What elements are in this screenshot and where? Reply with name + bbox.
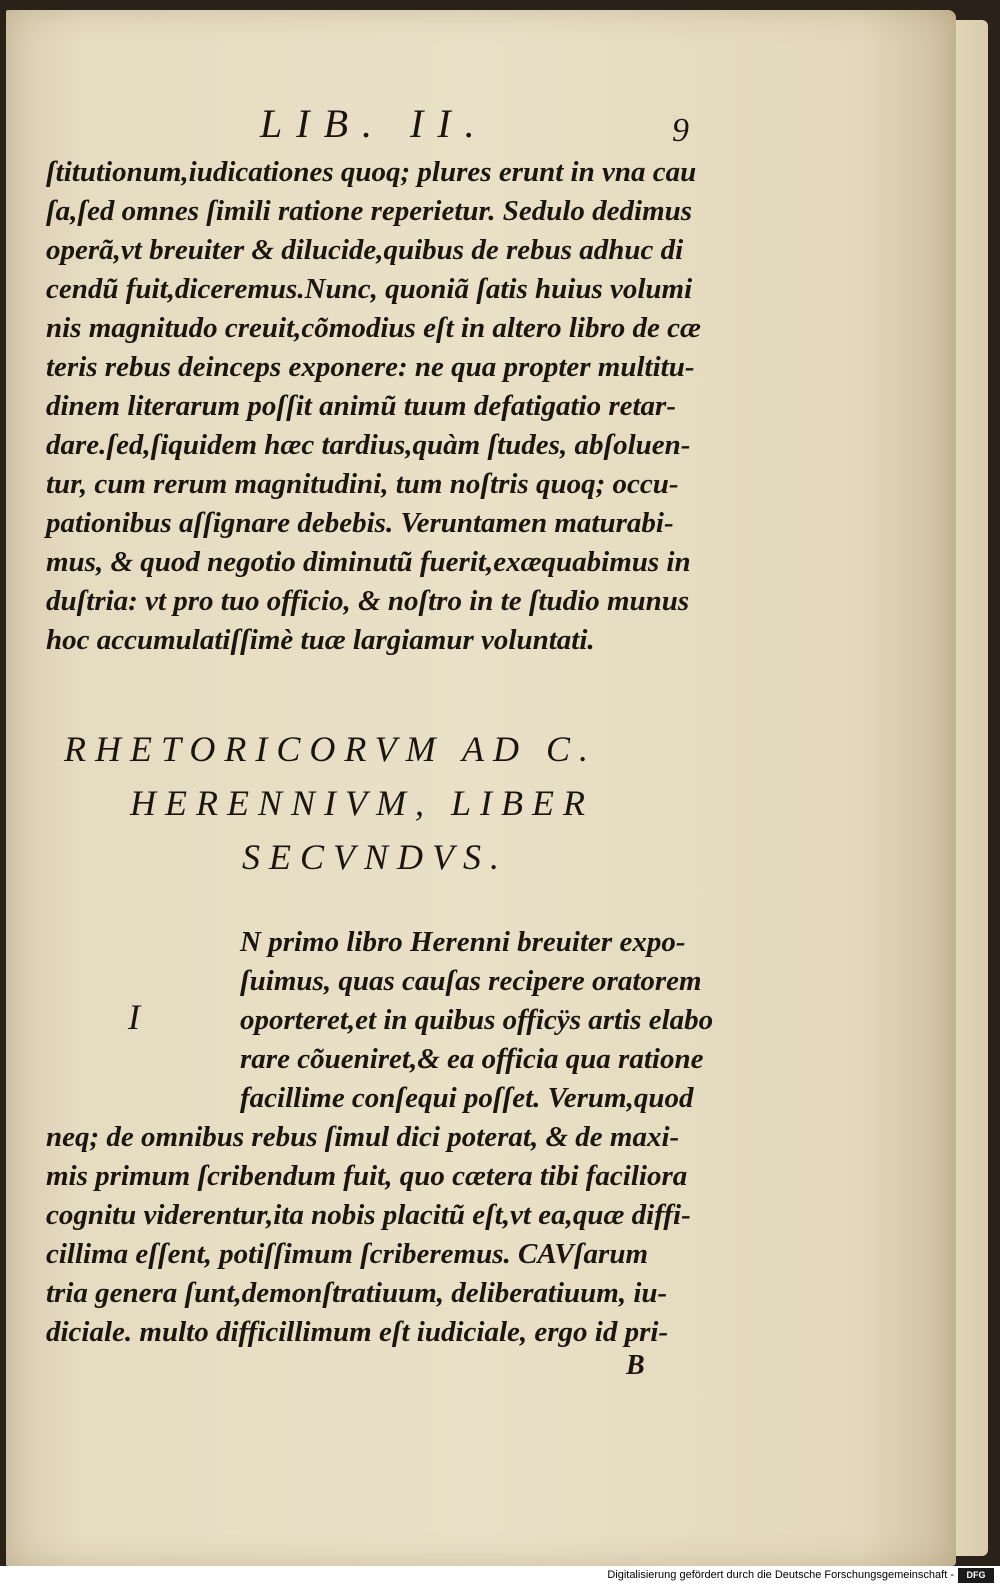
- text-line: ſtitutionum,iudicationes quoq; plures erunt in vna cau: [46, 156, 697, 188]
- title-line: RHETORICORVM AD C.: [64, 729, 598, 769]
- text-line: mis primum ſcribendum fuit, quo cætera tibi faciliora: [46, 1160, 688, 1192]
- text-line: tur, cum rerum magnitudini, tum noſtris quoq; occu-: [46, 468, 679, 500]
- text-line: ſa,ſed omnes ſimili ratione reperietur. Sedulo dedimus: [46, 195, 693, 227]
- text-line: hoc accumulatiſſimè tuæ largiamur voluntati.: [46, 624, 595, 656]
- footer-credit: Digitalisierung gefördert durch die Deutsche Forschungsgemeinschaft -: [607, 1569, 954, 1581]
- text-line: facillime conſequi poſſet. Verum,quod: [240, 1082, 694, 1114]
- text-line: pationibus aſſignare debebis. Veruntamen maturabi-: [46, 507, 674, 539]
- text-line: duſtria: vt pro tuo officio, & noſtro in te ſtudio munus: [46, 585, 690, 617]
- title-line: SECVNDVS.: [242, 837, 508, 877]
- text-line: dinem literarum poſſit animũ tuum defatigatio retar-: [46, 390, 676, 422]
- text-line: neq; de omnibus rebus ſimul dici poterat, & de maxi-: [46, 1121, 680, 1153]
- text-line: diciale. multo difficillimum eſt iudiciale, ergo id pri-: [46, 1316, 669, 1348]
- title-line: HERENNIVM, LIBER: [130, 783, 594, 823]
- text-line: operã,vt breuiter & dilucide,quibus de rebus adhuc di: [46, 234, 684, 266]
- text-line: tria genera ſunt,demonſtratiuum, deliberatiuum, iu-: [46, 1277, 668, 1309]
- text-line: oporteret,et in quibus officÿs artis elabo: [240, 1004, 714, 1036]
- drop-initial: I: [128, 997, 140, 1037]
- text-line: dare.ſed,ſiquidem hæc tardius,quàm ſtudes, abſoluen-: [46, 429, 691, 461]
- text-line: mus, & quod negotio diminutũ fuerit,exæquabimus in: [46, 546, 691, 578]
- text-line: rare cõueniret,& ea officia qua ratione: [240, 1043, 704, 1075]
- text-line: cognitu viderentur,ita nobis placitũ eſt,vt ea,quæ diffi-: [46, 1199, 691, 1231]
- text-line: cillima eſſent, potiſſimum ſcriberemus. CAVſarum: [46, 1238, 649, 1270]
- text-line: cendũ fuit,diceremus.Nunc, quoniã ſatis huius volumi: [46, 273, 693, 305]
- text-line: N primo libro Herenni breuiter expo-: [240, 926, 686, 958]
- running-head: LIB. II.: [260, 101, 489, 146]
- folio-number: 9: [672, 112, 689, 149]
- text-line: nis magnitudo creuit,cõmodius eſt in altero libro de cæ: [46, 312, 701, 344]
- text-line: teris rebus deinceps exponere: ne qua propter multitu-: [46, 351, 695, 383]
- signature-mark: B: [626, 1350, 645, 1381]
- text-line: ſuimus, quas cauſas recipere oratorem: [240, 965, 702, 997]
- dfg-logo: DFG: [958, 1568, 994, 1583]
